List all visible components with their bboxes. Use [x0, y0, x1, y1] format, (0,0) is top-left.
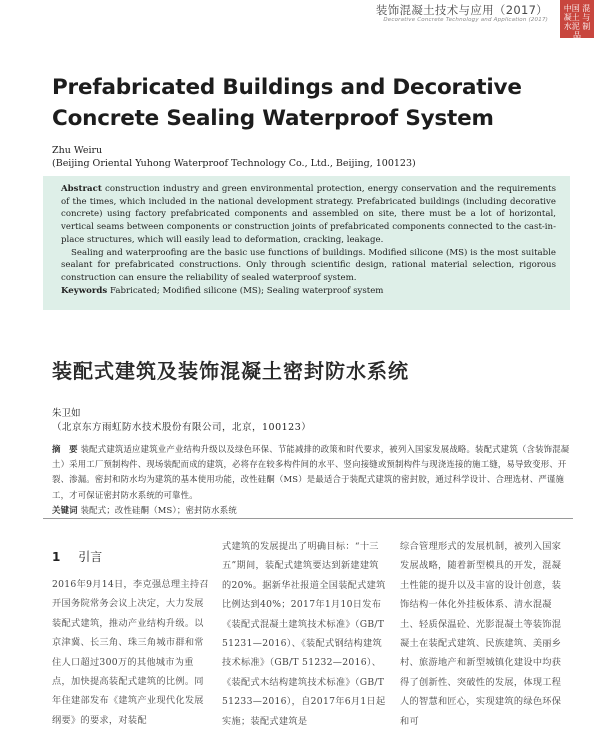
chinese-abstract — [52, 442, 572, 518]
body-paragraph: 2016年9月14日，李克强总理主持召开国务院常务会议上决定，大力发展装配式建筑，推动产业结构升级。以京津冀、长三角、珠三角城市群和常住人口超过300万的其他城市为重点，加快提高装配式建筑的比例。同年住建部发布《建筑产业现代化发展纲要》的要求，对装配 — [52, 579, 209, 726]
chinese-author: 朱卫如 — [52, 408, 81, 419]
chinese-abstract-label: 摘 要 — [52, 444, 78, 454]
body-column-1 — [52, 575, 212, 730]
logo-text: 中国 混凝土 与水泥 制品 — [563, 4, 591, 40]
english-author: Zhu Weiru — [52, 145, 103, 156]
section-divider — [43, 518, 573, 519]
keywords-text: Fabricated; Modified silicone (MS); Sealing waterproof system — [109, 285, 384, 296]
abstract-text-2: Sealing and waterproofing are the basic use functions of buildings. Modified silicone (MS) is the most suitable sealant for prefabricated constructions. Only through scientific design, rational material selection, rigorous construction can ensure the reliability of sealed waterproof system. — [61, 247, 556, 283]
journal-subtitle: Decorative Concrete Technology and Application (2017) — [383, 17, 548, 23]
chinese-title: 装配式建筑及装饰混凝土密封防水系统 — [52, 359, 409, 383]
section-title: 引言 — [78, 550, 103, 564]
english-affiliation: (Beijing Oriental Yuhong Waterproof Technology Co., Ltd., Beijing, 100123) — [52, 158, 416, 169]
chinese-abstract-text: 装配式建筑适应建筑业产业结构升级以及绿色环保、节能减排的政策和时代要求，被列入国家发展战略。装配式建筑（含装饰混凝土）采用工厂预制构件、现场装配而成的建筑，必将存在较多构件间的水平、竖向接缝或预制构件与现浇连接的施工缝，易导致变形、开裂、渗漏。密封和防水均为建筑的基本使用功能，改性硅酮（MS）是最适合于装配式建筑的密封胶，通过科学设计、合理选材、严谨施工，才可保证密封防水系统的可靠性。 — [52, 444, 570, 500]
chinese-keywords-label: 关键词 — [52, 504, 78, 515]
english-abstract-box — [43, 176, 570, 310]
body-paragraph: 综合管理形式的发展机制，被列入国家发展战略，随着新型模具的开发，混凝土性能的提升以及丰富的设计创意，装饰结构一体化外挂板体系、清水混凝土、轻质保温砼、光影混凝土等装饰混凝土在装配式建筑、民族建筑、美丽乡村、旅游地产和新型城镇化建设中均获得了创新性、突破性的发展，体现工程人的智慧和匠心，实现建筑的绿色环保和可 — [400, 541, 562, 727]
abstract-label: Abstract — [61, 184, 102, 194]
body-column-2 — [222, 537, 387, 731]
journal-logo — [560, 0, 594, 50]
logo-small-text: 装饰 — [571, 44, 582, 50]
section-heading — [52, 548, 102, 565]
keywords-label: Keywords — [61, 285, 108, 296]
section-number: 1 — [52, 550, 61, 564]
body-column-3 — [400, 537, 570, 731]
journal-title: 装饰混凝土技术与应用（2017） — [375, 3, 548, 17]
abstract-text: construction industry and green environmental protection, energy conservation and the requirements of the times, which included in the national development strategy. Prefabricated buildings (including decorative concrete) using factory prefabricated components and assembled on site, there must be a lot of horizontal, vertical seams between components or construction joints of prefabricated components connected to the cast-in-place structures, which will easily lead to deformation, cracking, leakage. — [61, 184, 557, 245]
running-header — [0, 0, 600, 50]
body-paragraph: 式建筑的发展提出了明确目标：“十三五”期间，装配式建筑要达到新建建筑的20%。据新华社报道全国装配式建筑比例达到40%；2017年1月10日发布《装配式混凝土建筑技术标准》（GB/T 51231—2016）、《装配式钢结构建筑技术标准》（GB/T 51232—2016）、《装配式木结构建筑技术标准》（GB/T 51233—2016），自2017年6月1日起实施；装配式建筑是 — [222, 541, 386, 727]
chinese-affiliation: （北京东方雨虹防水技术股份有限公司，北京，100123） — [52, 422, 312, 433]
chinese-keywords-text: 装配式；改性硅酮（MS）；密封防水系统 — [80, 504, 237, 515]
english-title: Prefabricated Buildings and Decorative Concrete Sealing Waterproof System — [52, 75, 522, 131]
